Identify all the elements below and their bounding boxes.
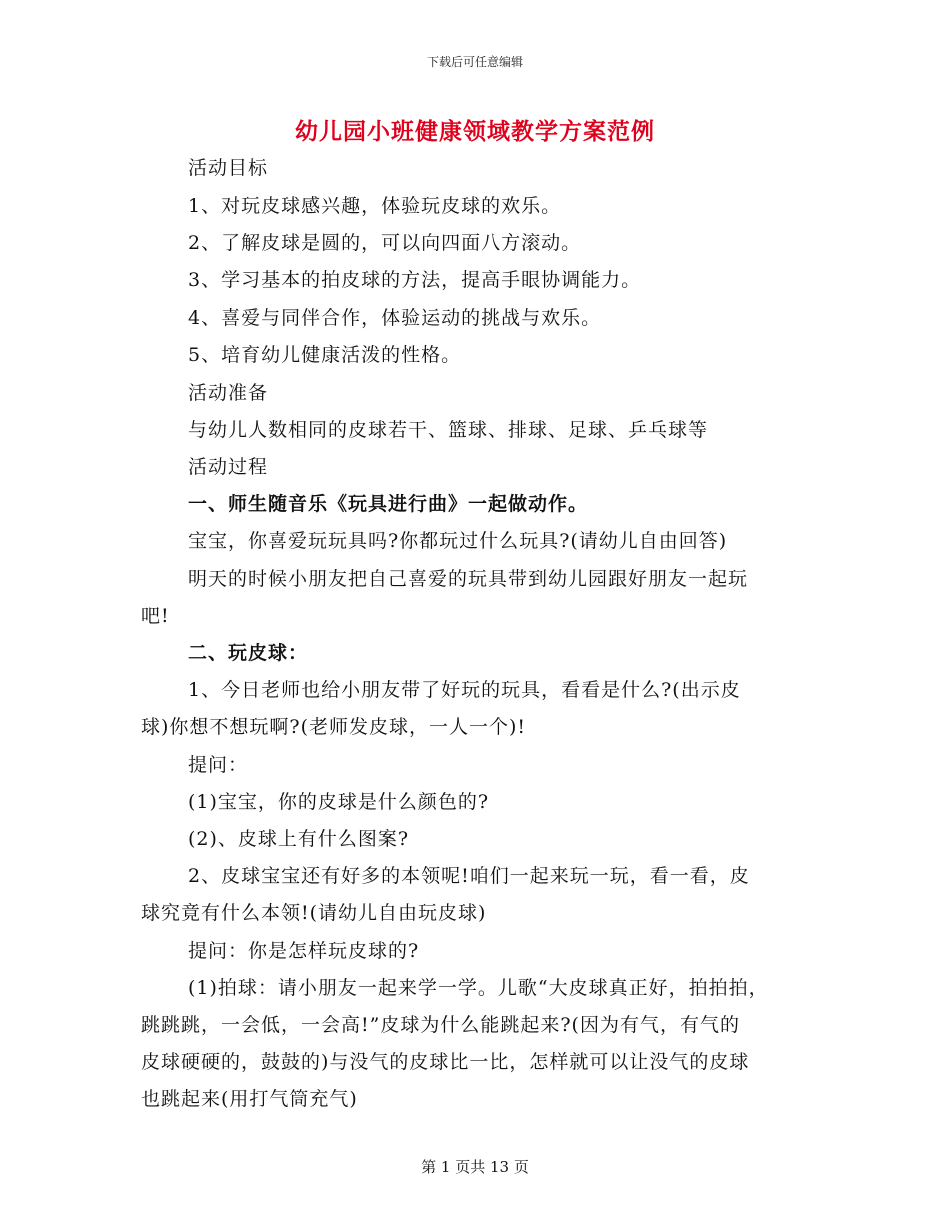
paragraph-line: 皮球硬硬的，鼓鼓的)与没气的皮球比一比，怎样就可以让没气的皮球 — [141, 1051, 750, 1073]
paragraph-line: 提问： — [188, 754, 249, 776]
paragraph-line: (1)宝宝，你的皮球是什么颜色的? — [188, 791, 490, 813]
paragraph-line: (1)拍球：请小朋友一起来学一学。儿歌“大皮球真正好，拍拍拍， — [188, 977, 769, 999]
paragraph-line: 也跳起来(用打气筒充气) — [141, 1088, 358, 1110]
paragraph-line: 球)你想不想玩啊?(老师发皮球，一人一个)! — [141, 716, 527, 738]
goal-item-1: 1、对玩皮球感兴趣，体验玩皮球的欢乐。 — [188, 195, 562, 217]
step-heading-2: 二、玩皮球： — [188, 642, 309, 664]
document-title: 幼儿园小班健康领域教学方案范例 — [295, 118, 655, 145]
paragraph-line: 跳跳跳，一会低，一会高!”皮球为什么能跳起来?(因为有气，有气的 — [141, 1014, 740, 1036]
section-heading-goals: 活动目标 — [188, 157, 269, 179]
paragraph-line: 吧! — [141, 605, 170, 627]
goal-item-5: 5、培育幼儿健康活泼的性格。 — [188, 344, 462, 366]
section-heading-preparation: 活动准备 — [188, 382, 269, 404]
paragraph-line: (2)、皮球上有什么图案? — [188, 828, 410, 850]
goal-item-4: 4、喜爱与同伴合作，体验运动的挑战与欢乐。 — [188, 307, 602, 329]
goal-item-2: 2、了解皮球是圆的，可以向四面八方滚动。 — [188, 232, 582, 254]
paragraph-line: 宝宝，你喜爱玩玩具吗?你都玩过什么玩具?(请幼儿自由回答) — [188, 530, 728, 552]
goal-item-3: 3、学习基本的拍皮球的方法，提高手眼协调能力。 — [188, 269, 642, 291]
paragraph-line: 2、皮球宝宝还有好多的本领呢!咱们一起来玩一玩，看一看，皮 — [188, 865, 750, 887]
paragraph-line: 球究竟有什么本领!(请幼儿自由玩皮球) — [141, 902, 487, 924]
page-footer: 第 1 页共 13 页 — [421, 1158, 529, 1176]
paragraph-line: 明天的时候小朋友把自己喜爱的玩具带到幼儿园跟好朋友一起玩 — [188, 568, 749, 590]
step-heading-1: 一、师生随音乐《玩具进行曲》一起做动作。 — [188, 493, 589, 515]
paragraph-line: 提问：你是怎样玩皮球的? — [188, 940, 420, 962]
section-heading-process: 活动过程 — [188, 456, 269, 478]
paragraph-line: 1、今日老师也给小朋友带了好玩的玩具，看看是什么?(出示皮 — [188, 679, 741, 701]
preparation-text: 与幼儿人数相同的皮球若干、篮球、排球、足球、乒乓球等 — [188, 419, 709, 441]
page-header: 下载后可任意编辑 — [426, 55, 523, 69]
